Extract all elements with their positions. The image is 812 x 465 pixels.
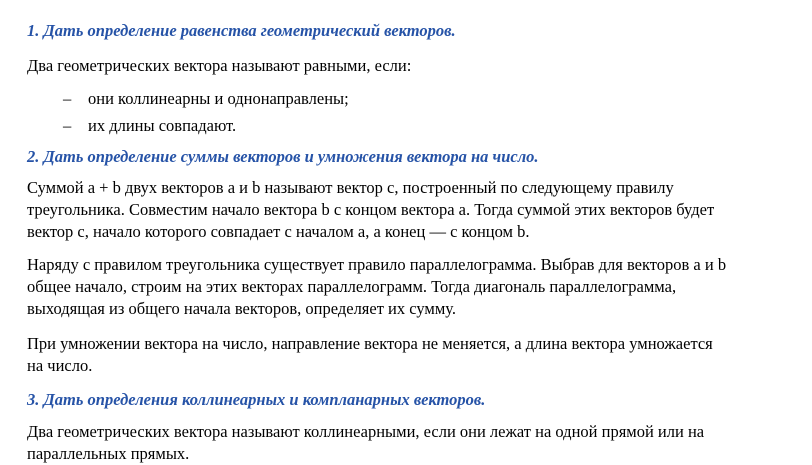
- section1-heading: 1. Дать определение равенства геометрический векторов.: [27, 21, 456, 40]
- text-line: общее начало, строим на этих векторах параллелограмм. Тогда диагональ параллелограмма,: [27, 277, 677, 296]
- text-line: Два геометрических вектора называют коллинеарными, если они лежат на одной прямой или на: [27, 422, 705, 441]
- bullet-text: они коллинеарны и однонаправлены;: [88, 89, 349, 108]
- section2-paragraph-1: [27, 177, 714, 243]
- section1-intro: Два геометрических вектора называют равными, если:: [27, 56, 412, 75]
- text-line: на число.: [27, 356, 93, 375]
- text-line: выходящая из общего начала векторов, определяет их сумму.: [27, 299, 457, 318]
- text-line: Наряду с правилом треугольника существует правило параллелограмма. Выбрав для векторов a и b: [27, 255, 727, 274]
- text-line: вектор c, начало которого совпадает с началом a, а конец — с концом b.: [27, 222, 530, 241]
- text-line: параллельных прямых.: [27, 444, 190, 463]
- bullet-dash: –: [63, 116, 72, 135]
- text-line: При умножении вектора на число, направление вектора не меняется, а длина вектора умножается: [27, 334, 713, 353]
- text-line: Суммой a + b двух векторов a и b называют вектор c, построенный по следующему правилу: [27, 178, 674, 197]
- section3-paragraph-1: [27, 421, 704, 465]
- bullet-dash: –: [63, 89, 72, 108]
- section2-heading: 2. Дать определение суммы векторов и умножения вектора на число.: [27, 147, 539, 166]
- text-line: треугольника. Совместим начало вектора b с концом вектора a. Тогда суммой этих векторов будет: [27, 200, 715, 219]
- section2-paragraph-3: [27, 333, 713, 377]
- section2-paragraph-2: [27, 254, 726, 320]
- section3-heading: 3. Дать определения коллинеарных и компланарных векторов.: [27, 390, 486, 409]
- bullet-text: их длины совпадают.: [88, 116, 237, 135]
